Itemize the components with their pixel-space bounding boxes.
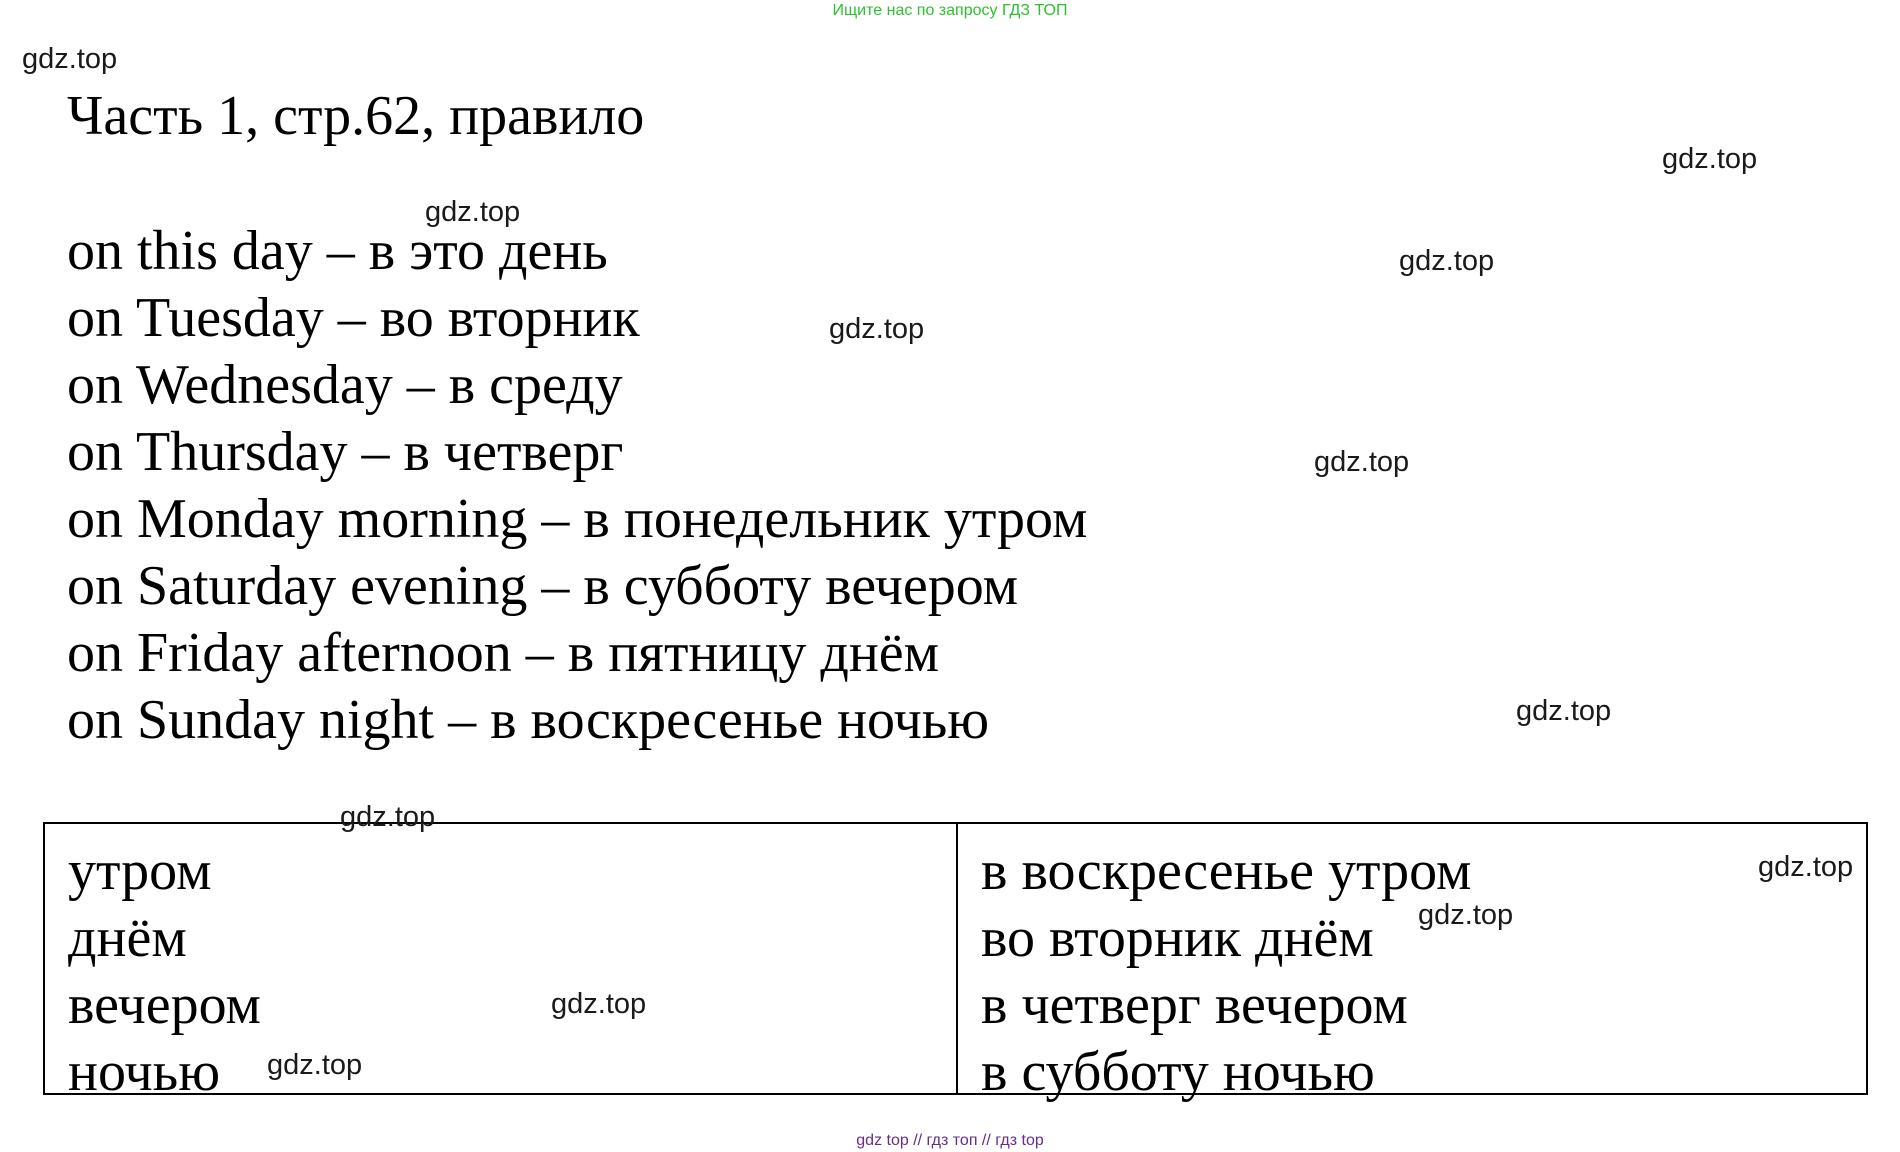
rules-list: [67, 218, 1087, 754]
page-title: Часть 1, стр.62, правило: [67, 85, 645, 147]
footer-links: gdz top // гдз топ // гдз top: [856, 1132, 1044, 1149]
watermark: gdz.top: [267, 1049, 363, 1081]
rule-line: on Saturday evening – в субботу вечером: [67, 555, 1019, 617]
watermark: gdz.top: [425, 196, 521, 228]
rule-line: on Tuesday – во вторник: [67, 287, 640, 349]
table-column-left: [45, 824, 958, 1103]
watermark: gdz.top: [1662, 143, 1758, 175]
table-cell: в субботу ночью: [981, 1041, 1375, 1103]
rule-line: on Friday afternoon – в пятницу днём: [67, 622, 940, 684]
watermark: gdz.top: [1399, 245, 1495, 277]
table-cell: в воскресенье утром: [981, 840, 1472, 902]
watermark: gdz.top: [829, 313, 925, 345]
watermark: gdz.top: [1418, 899, 1514, 931]
promo-banner: Ищите нас по запросу ГДЗ ТОП: [832, 2, 1068, 19]
table-cell: ночью: [68, 1041, 221, 1103]
watermark: gdz.top: [1314, 446, 1410, 478]
rule-line: on Wednesday – в среду: [67, 354, 623, 416]
watermark: gdz.top: [1516, 695, 1612, 727]
table-cell: вечером: [68, 974, 261, 1036]
rule-line: on Thursday – в четверг: [67, 421, 624, 483]
rule-line: on this day – в это день: [67, 220, 608, 282]
table-cell: в четверг вечером: [981, 974, 1408, 1036]
watermark: gdz.top: [22, 43, 118, 75]
table-cell: во вторник днём: [981, 907, 1374, 969]
rule-line: on Monday morning – в понедельник утром: [67, 488, 1088, 550]
table-column-right: [958, 824, 1866, 1103]
table-cell: днём: [68, 907, 187, 969]
watermark: gdz.top: [1758, 851, 1854, 883]
table-cell: утром: [68, 840, 212, 902]
watermark: gdz.top: [340, 801, 436, 833]
watermark: gdz.top: [551, 988, 647, 1020]
rule-line: on Sunday night – в воскресенье ночью: [67, 689, 990, 751]
